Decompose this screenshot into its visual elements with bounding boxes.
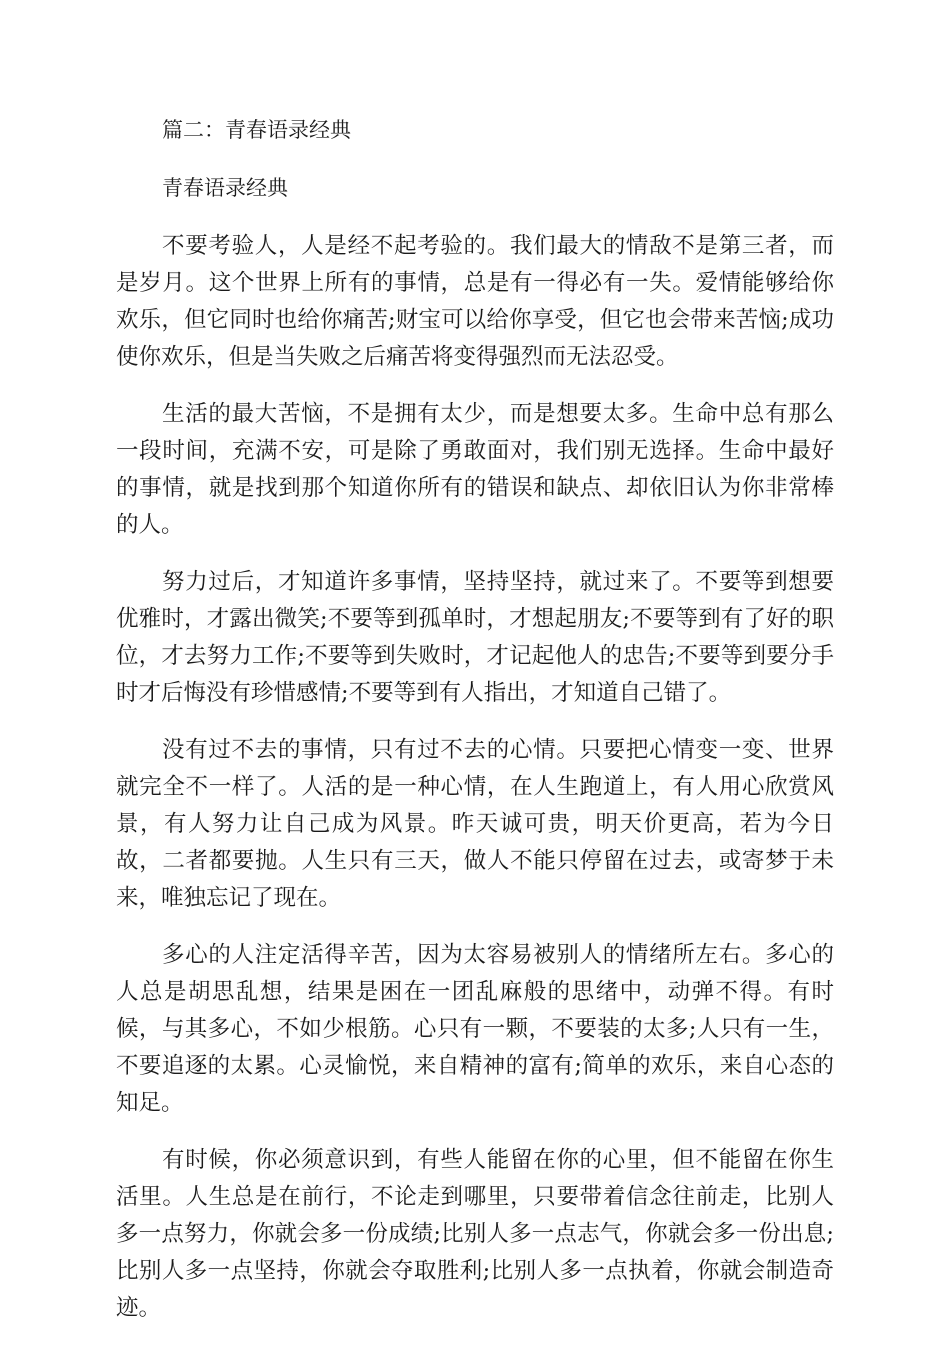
document-body	[116, 112, 834, 1347]
section-heading: 篇二：青春语录经典	[162, 118, 351, 142]
paragraph-5: 多心的人注定活得辛苦，因为太容易被别人的情绪所左右。多心的人总是胡思乱想，结果是困在一团乱麻般的思绪中，动弹不得。有时候，与其多心，不如少根筋。心只有一颗，不要装的太多;人只有一生，不要追逐的太累。心灵愉悦，来自精神的富有;简单的欢乐，来自心态的知足。	[116, 942, 834, 1116]
paragraph-4: 没有过不去的事情，只有过不去的心情。只要把心情变一变、世界就完全不一样了。人活的是一种心情，在人生跑道上，有人用心欣赏风景，有人努力让自己成为风景。昨天诚可贵，明天价更高，若为今日故，二者都要抛。人生只有三天，做人不能只停留在过去，或寄梦于未来，唯独忘记了现在。	[116, 737, 834, 911]
paragraph-6: 有时候，你必须意识到，有些人能留在你的心里，但不能留在你生活里。人生总是在前行，不论走到哪里，只要带着信念往前走，比别人多一点努力，你就会多一份成绩;比别人多一点志气，你就会多一份出息;比别人多一点坚持，你就会夺取胜利;比别人多一点执着，你就会制造奇迹。	[116, 1147, 834, 1321]
section-subheading: 青春语录经典	[162, 176, 288, 200]
paragraph-2: 生活的最大苦恼，不是拥有太少，而是想要太多。生命中总有那么一段时间，充满不安，可是除了勇敢面对，我们别无选择。生命中最好的事情，就是找到那个知道你所有的错误和缺点、却依旧认为你非常棒的人。	[116, 401, 834, 538]
paragraph-3: 努力过后，才知道许多事情，坚持坚持，就过来了。不要等到想要优雅时，才露出微笑;不要等到孤单时，才想起朋友;不要等到有了好的职位，才去努力工作;不要等到失败时，才记起他人的忠告;不要等到要分手时才后悔没有珍惜感情;不要等到有人指出，才知道自己错了。	[116, 569, 834, 706]
paragraph-1: 不要考验人，人是经不起考验的。我们最大的情敌不是第三者，而是岁月。这个世界上所有的事情，总是有一得必有一失。爱情能够给你欢乐，但它同时也给你痛苦;财宝可以给你享受，但它也会带来苦恼;成功使你欢乐，但是当失败之后痛苦将变得强烈而无法忍受。	[116, 233, 834, 370]
